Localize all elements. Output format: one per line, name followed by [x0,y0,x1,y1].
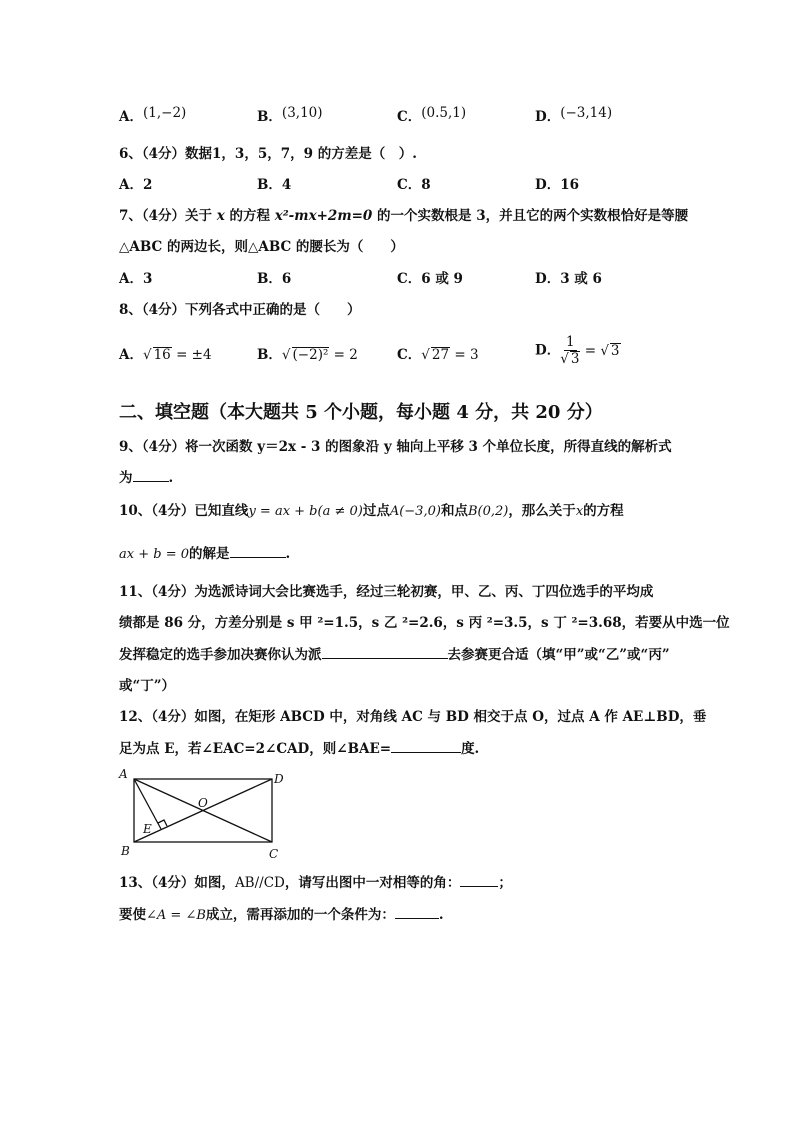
q5-option-c: C．(0.5,1) [397,105,467,125]
label-a: A [119,767,128,781]
q8-option-c: C．√ 27 = 3 [397,347,479,363]
q8-option-a: A．√ 16 = ±4 [119,347,212,363]
q6-option-d: D．16 [535,177,580,193]
q11-answer-blank[interactable] [322,646,448,659]
q13-answer-blank-1[interactable] [460,874,498,887]
q11-stem-line3: 发挥稳定的选手参加决赛你认为派 去参赛更合适（填“甲”或“乙”或“丙” [119,647,670,663]
q10-stem-line1: 10、（4分）已知直线y = ax + b(a ≠ 0)过点A(−3,0)和点B(0,2)，那么关于x的方程 [119,503,624,519]
rectangle-abcd-figure [116,766,296,862]
q11-stem-line1: 11、（4分）为选派诗词大会比赛选手，经过三轮初赛，甲、乙、丙、丁四位选手的平均成 [119,584,654,600]
q11-stem-line2: 绩都是 86 分，方差分别是 s 甲 ²=1.5，s 乙 ²=2.6，s 丙 ²=3.5，s 丁 ²=3.68，若要从中选一位 [119,615,730,631]
q7-option-d: D．3 或 6 [535,271,602,287]
q13-answer-blank-2[interactable] [395,906,439,919]
q6-option-a: A．2 [119,177,153,193]
section-2-heading: 二、填空题（本大题共 5 个小题，每小题 4 分，共 20 分） [119,402,603,423]
label-o: O [198,796,208,810]
q7-option-c: C．6 或 9 [397,271,463,287]
q9-stem-line2: 为 . [119,470,174,486]
q10-answer-blank[interactable] [230,545,286,558]
q12-stem-line1: 12、（4分）如图，在矩形 ABCD 中，对角线 AC 与 BD 相交于点 O，过点 A 作 AE⊥BD，垂 [119,709,707,725]
label-b: B [121,844,130,858]
q7-option-a: A．3 [119,271,153,287]
q9-answer-blank[interactable] [133,469,169,482]
q12-stem-line2: 足为点 E，若∠EAC=2∠CAD，则∠BAE= 度. [119,741,480,757]
q8-option-b: B．√ (−2)² = 2 [257,347,358,363]
q6-option-c: C．8 [397,177,431,193]
q6-option-b: B．4 [257,177,292,193]
label-e: E [143,822,152,836]
q10-stem-line2: ax + b = 0的解是 . [119,546,291,562]
q5-option-b: B．(3,10) [257,105,323,125]
q7-stem-line1: 7、（4分）关于 x 的方程 x²-mx+2m=0 的一个实数根是 3，并且它的两个实数根恰好是等腰 [119,208,689,224]
q11-stem-line4: 或“丁”） [119,678,176,694]
q8-option-d: D． $\frac{1}{√ 3}$ = √ 3 [535,334,620,367]
q5-option-a: A．(1,−2) [119,105,187,125]
label-d: D [274,772,284,786]
q13-stem-line1: 13、（4分）如图，AB//CD，请写出图中一对相等的角： ； [119,875,512,891]
q12-answer-blank[interactable] [391,740,461,753]
q13-stem-line2: 要使∠A = ∠B成立，需再添加的一个条件为： . [119,907,444,923]
q6-stem: 6、（4分）数据1，3，5，7，9 的方差是（ ）. [119,146,417,162]
q9-stem-line1: 9、（4分）将一次函数 y＝2x - 3 的图象沿 y 轴向上平移 3 个单位长度，所得直线的解析式 [119,439,672,455]
q7-stem-line2: △ABC 的两边长，则△ABC 的腰长为（ ） [119,239,404,255]
q8-stem: 8、（4分）下列各式中正确的是（ ） [119,302,361,318]
label-c: C [269,847,279,861]
q7-option-b: B．6 [257,271,292,287]
q5-option-d: D．(−3,14) [535,105,613,125]
